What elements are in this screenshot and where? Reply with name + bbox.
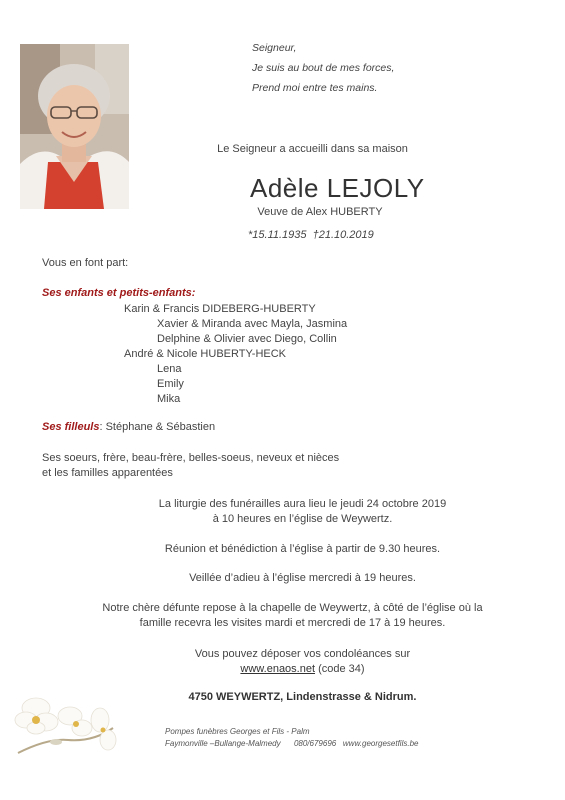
- godchildren-label: Ses filleuls: [42, 421, 100, 433]
- liturgy-line: La liturgie des funérailles aura lieu le jeudi 24 octobre 2019: [158, 498, 447, 510]
- orchid-flower-image: [8, 668, 118, 763]
- liturgy-line: à 10 heures en l’église de Weywertz.: [212, 513, 393, 525]
- godchildren-names: : Stéphane & Sébastien: [99, 421, 216, 433]
- family-line: Karin & Francis DIDEBERG-HUBERTY: [124, 303, 316, 315]
- family-line: André & Nicole HUBERTY-HECK: [124, 348, 287, 360]
- children-title: Ses enfants et petits-enfants:: [42, 287, 196, 299]
- rest-text: [0, 601, 565, 631]
- poem-line: Seigneur,: [252, 42, 297, 54]
- relatives-line: Ses soeurs, frère, beau-frère, belles-soeus, neveux et nièces: [42, 452, 340, 464]
- condolences-code: (code 34): [315, 663, 365, 675]
- birth-date: *15.11.1935: [248, 229, 307, 241]
- welcomed-text: Le Seigneur a accueilli dans sa maison: [217, 143, 408, 155]
- death-date: †21.10.2019: [312, 229, 374, 241]
- rest-line: Notre chère défunte repose à la chapelle de Weywertz, à côté de l’église où la: [102, 602, 483, 614]
- godchildren-line: [42, 421, 215, 433]
- funeral-home-contact: [165, 738, 418, 750]
- vigil-text: Veillée d’adieu à l’église mercredi à 19 heures.: [189, 572, 416, 584]
- funeral-home-name: Pompes funèbres Georges et Fils - Palm: [165, 727, 310, 736]
- family-line: Delphine & Olivier avec Diego, Collin: [157, 333, 337, 345]
- orchid-illustration: [8, 668, 118, 763]
- widow-line: Veuve de Alex HUBERTY: [257, 206, 383, 218]
- meeting-text: Réunion et bénédiction à l’église à partir de 9.30 heures.: [164, 543, 441, 555]
- deceased-name: Adèle LEJOLY: [250, 173, 425, 203]
- funeral-home-website[interactable]: www.georgesetfils.be: [342, 739, 419, 748]
- address-line: 4750 WEYWERTZ, Lindenstrasse & Nidrum.: [188, 691, 417, 703]
- funeral-home-place: Faymonville –Bullange-Malmedy: [165, 739, 281, 748]
- family-line: Mika: [157, 393, 181, 405]
- poem-line: Je suis au bout de mes forces,: [252, 62, 395, 74]
- funeral-home-info: [165, 726, 418, 750]
- family-line: Emily: [157, 378, 184, 390]
- portrait-photo: [20, 44, 129, 209]
- portrait-illustration: [20, 44, 129, 209]
- funeral-home-phone: 080/679696: [293, 739, 337, 748]
- liturgy-text: [0, 497, 565, 527]
- life-dates: [248, 229, 374, 241]
- condolences-line: Vous pouvez déposer vos condoléances sur: [194, 648, 411, 660]
- condolences-link[interactable]: www.enaos.net: [240, 663, 316, 675]
- family-line: Lena: [157, 363, 182, 375]
- condolences-line2: [40, 662, 565, 677]
- relatives-line: et les familles apparentées: [42, 467, 173, 479]
- poem: [252, 38, 394, 98]
- relatives-text: [42, 451, 339, 481]
- family-line: Xavier & Miranda avec Mayla, Jasmina: [157, 318, 348, 330]
- poem-line: Prend moi entre tes mains.: [252, 82, 378, 94]
- intro-text: Vous en font part:: [42, 257, 129, 269]
- rest-line: famille recevra les visites mardi et mercredi de 17 à 19 heures.: [139, 617, 446, 629]
